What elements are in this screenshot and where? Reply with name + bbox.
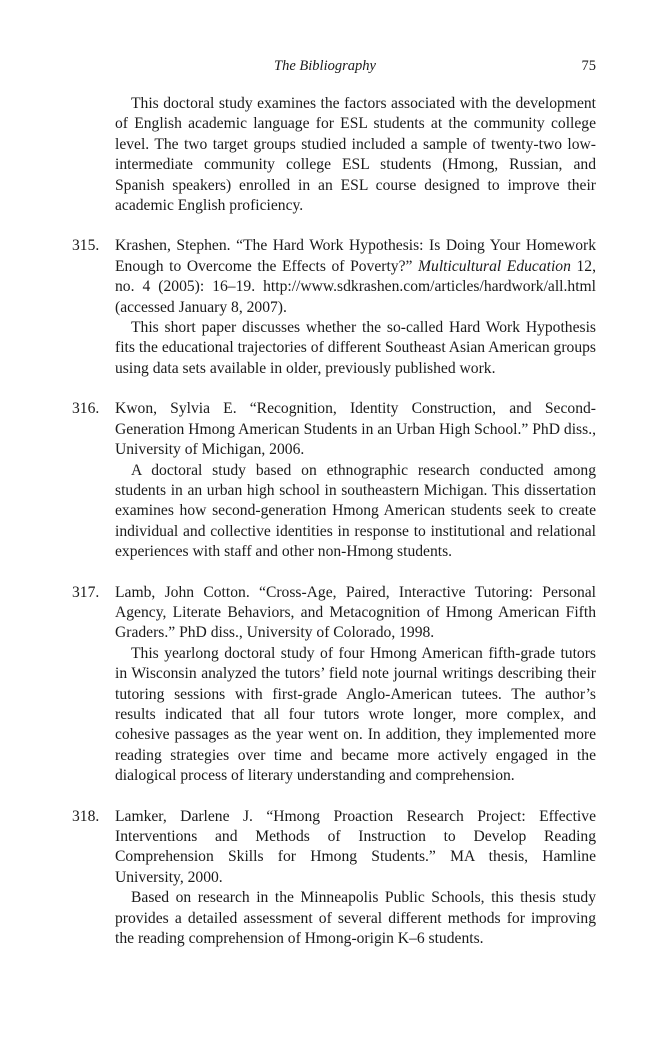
- entry-citation: Lamb, John Cotton. “Cross-Age, Paired, Interactive Tutoring: Personal Agency, Literate Behaviors, and Metacognition of Hmong American Fifth Graders.” PhD diss., University of Colorado, 1998.: [115, 583, 596, 642]
- entry-number: 318.: [72, 807, 100, 825]
- entry-citation: [115, 236, 596, 318]
- entry-annotation: Based on research in the Minneapolis Public Schools, this thesis study provides a detailed assessment of several different methods for improving the reading comprehension of Hmong-origin K–6 students.: [115, 889, 596, 948]
- journal-title: Multicultural Education: [418, 257, 571, 275]
- running-title: The Bibliography: [274, 58, 376, 74]
- entry-number: 316.: [72, 400, 100, 418]
- page-content: [72, 94, 596, 949]
- entry-annotation: A doctoral study based on ethnographic research conducted among students in an urban high school in southeastern Michigan. This dissertation examines how second-generation Hmong American students seek to create individual and collective identities in response to institutional and relational experiences with staff and other non-Hmong students.: [115, 461, 596, 561]
- entry-citation: Lamker, Darlene J. “Hmong Proaction Research Project: Effective Interventions and Methods of Instruction to Develop Reading Comprehension Skills for Hmong Students.” MA thesis, Hamline University, 2000.: [115, 807, 596, 886]
- citation-text: 12, no. 4 (2005): 16–19. http://www.sdkrashen.com/articles/hardwork/all.html (accessed January 8, 2007).: [115, 257, 596, 316]
- entry-annotation: This yearlong doctoral study of four Hmong American fifth-grade tutors in Wisconsin analyzed the tutors’ field note journal writings describing their tutoring sessions with first-grade Anglo-American tutees. The author’s results indicated that all four tutors wrote longer, more complex, and cohesive passages as the year went on. In addition, they implemented more reading strategies over time and became more actively engaged in the dialogical process of literary understanding and comprehension.: [115, 644, 596, 785]
- bibliography-entry-316: [72, 399, 596, 562]
- entry-citation: Kwon, Sylvia E. “Recognition, Identity Construction, and Second-Generation Hmong American Students in an Urban High School.” PhD diss., University of Michigan, 2006.: [115, 400, 596, 459]
- bibliography-entry-317: [72, 583, 596, 787]
- running-head: [0, 56, 650, 76]
- bibliography-entry-318: [72, 807, 596, 950]
- entry-number: 317.: [72, 583, 100, 601]
- bibliography-entry-315: [72, 236, 596, 379]
- page-number: 75: [581, 58, 596, 74]
- continued-annotation: This doctoral study examines the factors associated with the development of English academic language for ESL students at the community college level. The two target groups studied included a sample of twenty-two low-intermediate community college ESL students (Hmong, Russian, and Spanish speakers) enrolled in an ESL course designed to improve their academic English proficiency.: [115, 95, 596, 215]
- entry-annotation: This short paper discusses whether the so-called Hard Work Hypothesis fits the educational trajectories of different Southeast Asian American groups using data sets available in older, previously published work.: [115, 319, 596, 377]
- citation-text: Krashen, Stephen. “The Hard Work Hypothesis: Is Doing Your Homework Enough to Overcome the Effects of Poverty?”: [115, 237, 596, 275]
- entry-number: 315.: [72, 237, 100, 255]
